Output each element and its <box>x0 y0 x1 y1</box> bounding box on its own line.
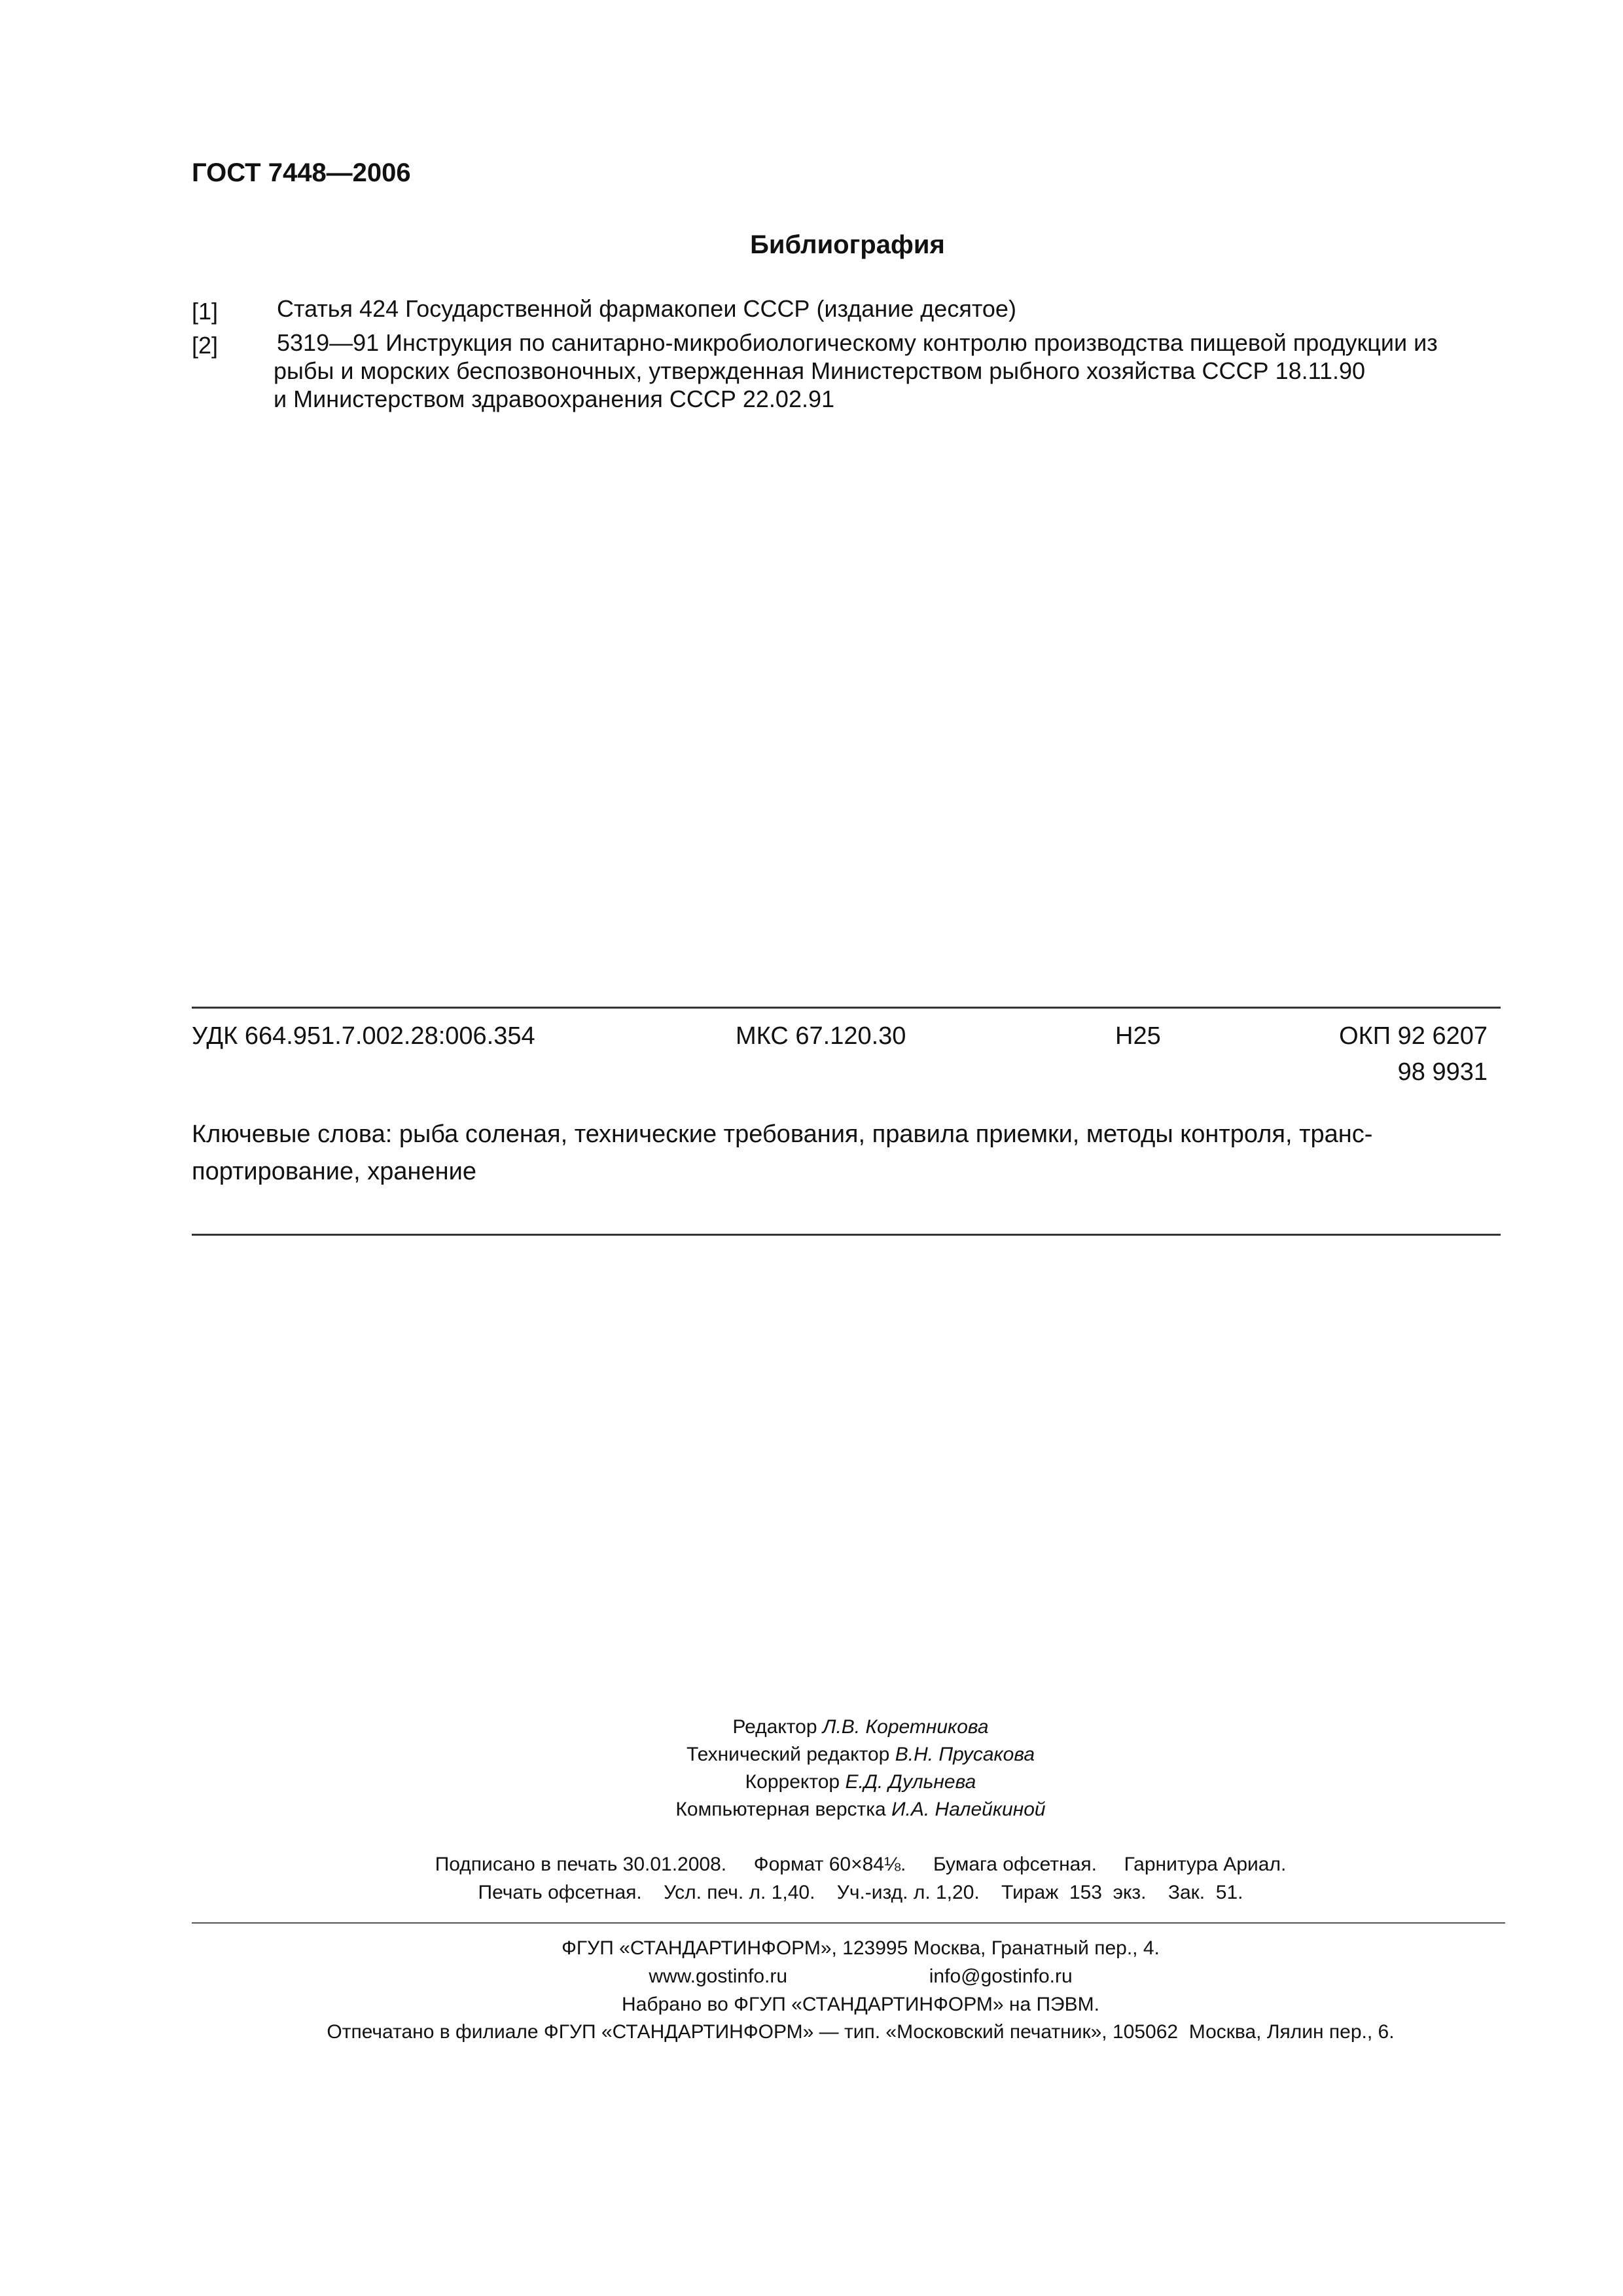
keywords-line: портирование, хранение <box>192 1158 476 1185</box>
keywords-line: Ключевые слова: рыба соленая, технические требования, правила приемки, методы контроля, транс- <box>192 1121 1373 1148</box>
bibliography-entry-text: 5319—91 Инструкция по санитарно-микробиологическому контролю производства пищевой продукции из <box>277 329 1438 356</box>
classification-code: Н25 <box>1115 1022 1161 1050</box>
email-link[interactable]: info@gostinfo.ru <box>929 1965 1073 1987</box>
printed-note: Отпечатано в филиале ФГУП «СТАНДАРТИНФОРМ» — тип. «Московский печатник», 105062 Москва, Лялин пер., 6. <box>327 2021 1395 2043</box>
bibliography-entry-text: Статья 424 Государственной фармакопеи СССР (издание десятое) <box>277 295 1016 322</box>
typeset-note: Набрано во ФГУП «СТАНДАРТИНФОРМ» на ПЭВМ. <box>622 1994 1099 2015</box>
okp-code-line: 98 9931 <box>1397 1058 1488 1086</box>
editor-role: Редактор <box>732 1716 817 1738</box>
udk-code: УДК 664.951.7.002.28:006.354 <box>192 1022 535 1050</box>
tech-editor-line <box>0 1744 1623 1766</box>
editor-line <box>0 1716 1623 1738</box>
document-code: ГОСТ 7448—2006 <box>192 158 411 187</box>
corrector-line <box>0 1771 1623 1793</box>
mks-code: МКС 67.120.30 <box>736 1022 906 1050</box>
editor-name: Л.В. Коретникова <box>822 1716 989 1738</box>
layout-line <box>0 1799 1623 1821</box>
corrector-name: Е.Д. Дульнева <box>845 1771 976 1793</box>
bibliography-entry-number: [2] <box>192 332 219 359</box>
print-details-line: Печать офсетная. Усл. печ. л. 1,40. Уч.-изд. л. 1,20. Тираж 153 экз. Зак. 51. <box>478 1882 1243 1903</box>
bibliography-entry-number: [1] <box>192 298 219 325</box>
publisher-contacts <box>0 1965 1623 1988</box>
divider <box>192 1007 1501 1009</box>
publisher-address: ФГУП «СТАНДАРТИНФОРМ», 123995 Москва, Гранатный пер., 4. <box>562 1937 1160 1959</box>
tech-editor-role: Технический редактор <box>686 1744 890 1765</box>
layout-role: Компьютерная верстка <box>675 1799 886 1820</box>
divider <box>192 1922 1505 1924</box>
bibliography-entry-text: рыбы и морских беспозвоночных, утвержденная Министерством рыбного хозяйства СССР 18.11.90 <box>274 357 1366 384</box>
okp-code-line: ОКП 92 6207 <box>1339 1022 1488 1050</box>
tech-editor-name: В.Н. Прусакова <box>895 1744 1035 1765</box>
okp-code <box>1339 1022 1488 1086</box>
website-link[interactable]: www.gostinfo.ru <box>649 1965 788 1987</box>
layout-name: И.А. Налейкиной <box>891 1799 1046 1820</box>
keywords <box>192 1116 1507 1191</box>
corrector-role: Корректор <box>745 1771 840 1793</box>
print-details-line: Подписано в печать 30.01.2008. Формат 60×84⅛. Бумага офсетная. Гарнитура Ариал. <box>435 1854 1287 1875</box>
bibliography-title: Библиография <box>750 230 945 259</box>
divider <box>192 1234 1501 1236</box>
bibliography-entry-text: и Министерством здравоохранения СССР 22.02.91 <box>274 386 835 412</box>
